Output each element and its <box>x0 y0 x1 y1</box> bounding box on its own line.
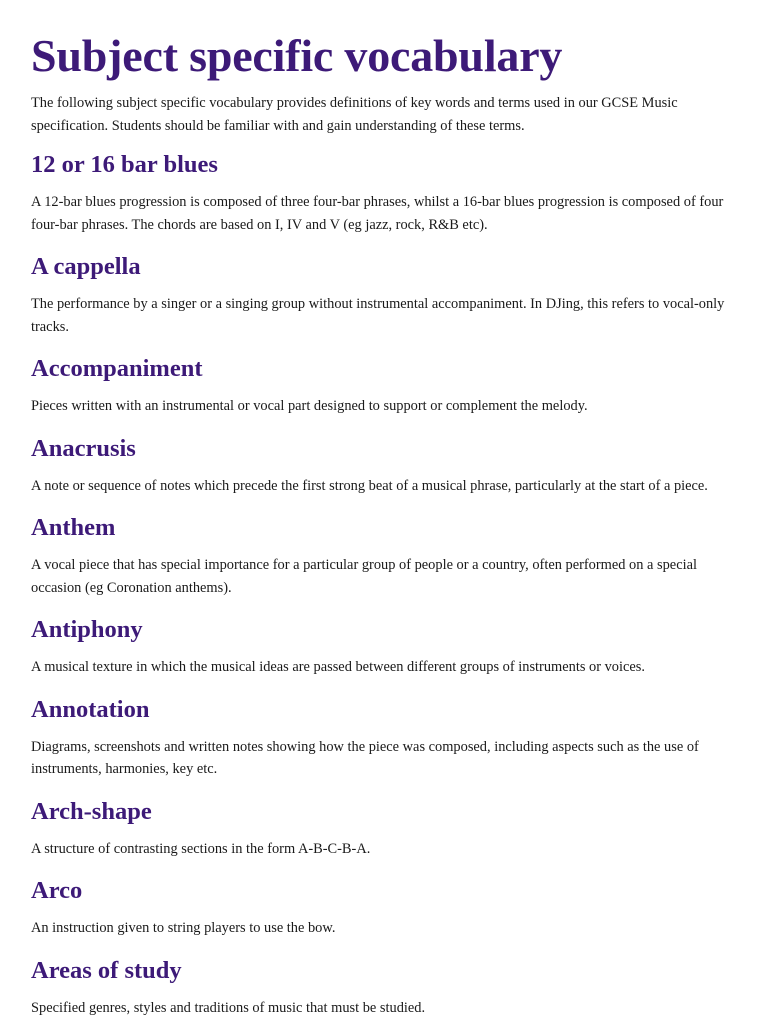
term-definition: A vocal piece that has special importance for a particular group of people or a country, often performed on a special occasion (eg Coronation anthems). <box>31 557 697 596</box>
term-heading: Arch-shape <box>31 797 152 825</box>
term-definition: A structure of contrasting sections in the form A-B-C-B-A. <box>31 840 371 857</box>
term-entry <box>31 512 737 599</box>
term-definition: A 12-bar blues progression is composed of three four-bar phrases, whilst a 16-bar blues progression is composed of four four-bar phrases. The chords are based on I, IV and V (eg jazz, rock, R&B etc). <box>31 194 724 233</box>
term-entry <box>31 796 737 861</box>
intro-paragraph: The following subject specific vocabulary provides definitions of key words and terms used in our GCSE Music specification. Students should be familiar with and gain understanding of these terms. <box>31 95 678 134</box>
term-heading: Annotation <box>31 695 150 723</box>
term-heading: Anthem <box>31 514 116 541</box>
term-entry <box>31 353 737 418</box>
term-entry <box>31 149 737 236</box>
term-definition: A musical texture in which the musical ideas are passed between different groups of instruments or voices. <box>31 659 645 675</box>
term-definition: Diagrams, screenshots and written notes showing how the piece was composed, including aspects such as the use of instruments, harmonies, key etc. <box>31 738 699 777</box>
term-definition: Pieces written with an instrumental or vocal part designed to support or complement the melody. <box>31 398 588 414</box>
term-entry <box>31 614 737 679</box>
term-definition: The performance by a singer or a singing group without instrumental accompaniment. In DJing, this refers to vocal-only tracks. <box>31 296 725 335</box>
term-heading: A cappella <box>31 253 141 280</box>
term-heading: Areas of study <box>31 956 182 984</box>
term-heading: Anacrusis <box>31 434 136 462</box>
term-entry <box>31 955 737 1020</box>
term-definition: Specified genres, styles and traditions of music that must be studied. <box>31 999 426 1016</box>
term-entry <box>31 875 737 940</box>
term-definition: A note or sequence of notes which precede the first strong beat of a musical phrase, particularly at the start of a piece. <box>31 477 708 494</box>
term-definition: An instruction given to string players to use the bow. <box>31 920 336 936</box>
term-heading: Arco <box>31 877 83 904</box>
term-heading: Antiphony <box>31 616 143 643</box>
term-heading: 12 or 16 bar blues <box>31 151 218 178</box>
term-entry <box>31 251 737 338</box>
term-heading: Accompaniment <box>31 355 203 382</box>
term-entry <box>31 694 737 781</box>
term-entry <box>31 433 737 498</box>
page-title: Subject specific vocabulary <box>31 30 563 81</box>
